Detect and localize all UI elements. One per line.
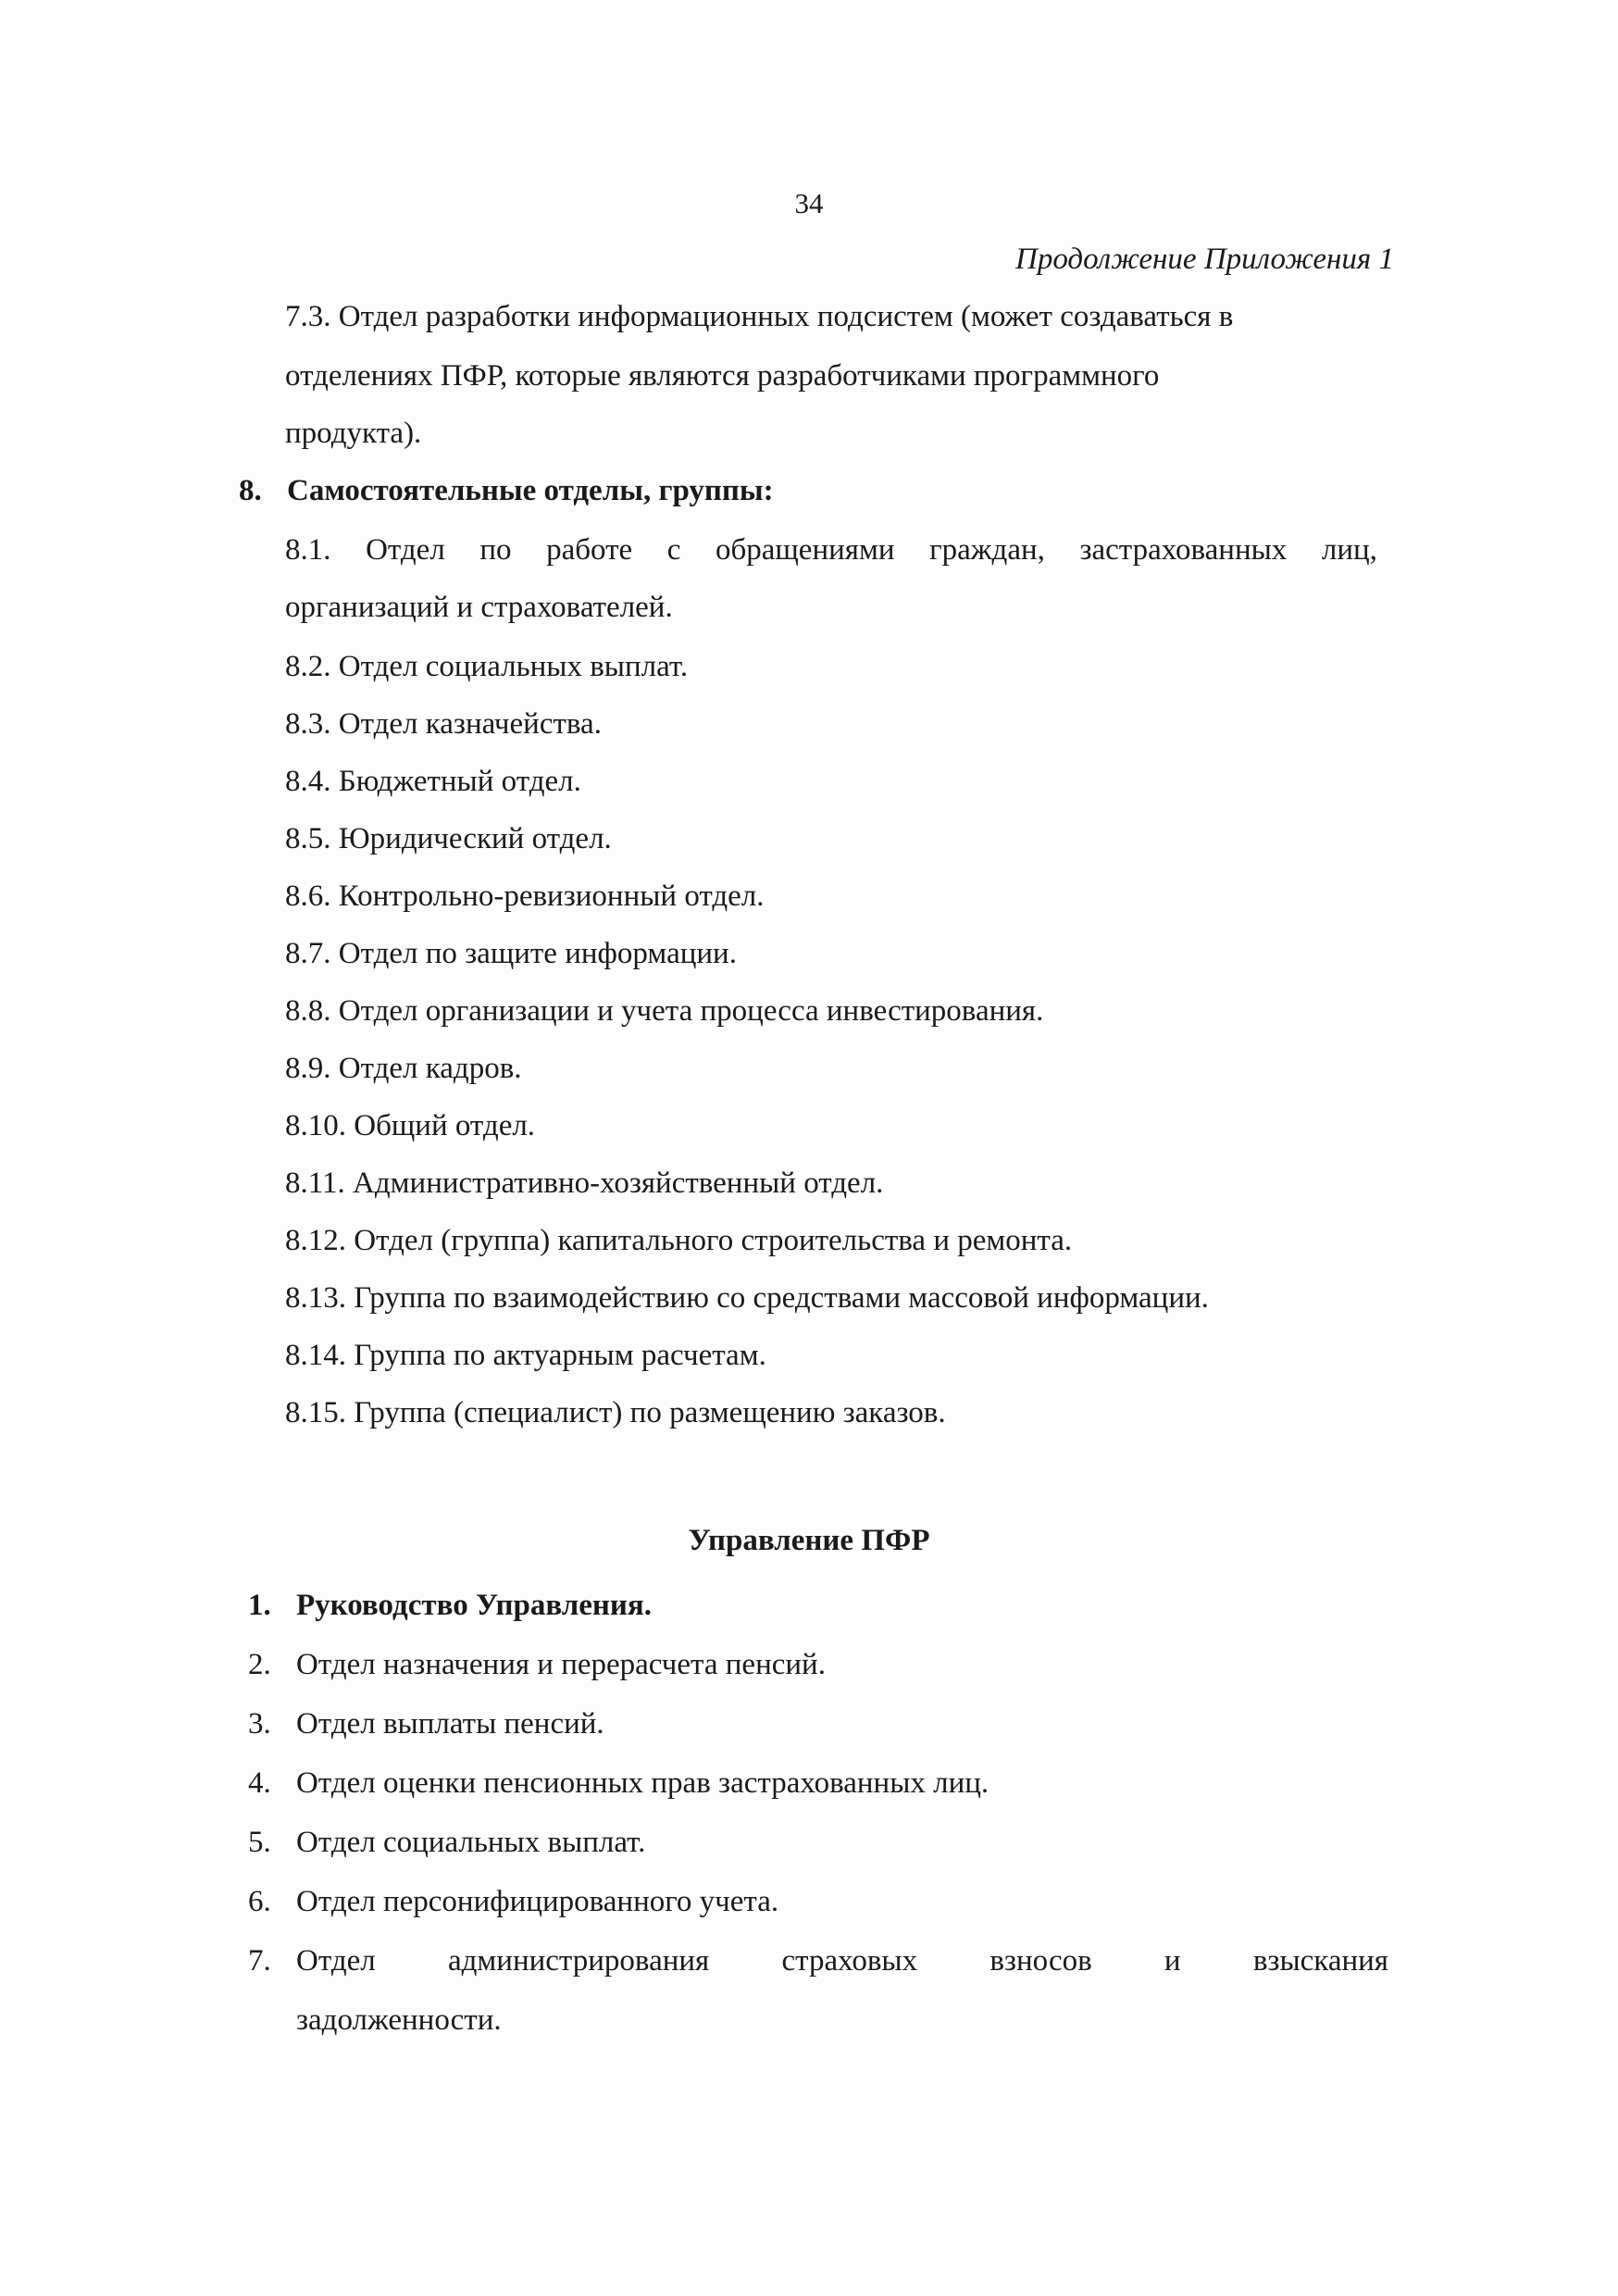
- item-7-3-line-3: продукта).: [285, 417, 422, 450]
- section-8-item: 8.11. Административно-хозяйственный отдел.: [285, 1167, 884, 1200]
- section-8-item: 8.8. Отдел организации и учета процесса инвестирования.: [285, 994, 1044, 1028]
- section-8-title: Самостоятельные отделы, группы:: [287, 474, 774, 507]
- upravlenie-item-text: Отдел социальных выплат.: [296, 1826, 646, 1859]
- item-8-1-word: 8.1.: [285, 533, 331, 567]
- upravlenie-item-7-word: страховых: [781, 1944, 918, 1978]
- item-8-1-word: граждан,: [929, 533, 1045, 567]
- upravlenie-item-number: 7.: [248, 1944, 271, 1978]
- item-8-1-word: с: [666, 533, 681, 567]
- section-8-item: 8.5. Юридический отдел.: [285, 822, 612, 855]
- upravlenie-item: [248, 1644, 826, 1685]
- upravlenie-item-number: 4.: [248, 1766, 271, 1800]
- upravlenie-item: [248, 1585, 652, 1626]
- upravlenie-item: [248, 1703, 604, 1744]
- upravlenie-item-number: 5.: [248, 1826, 271, 1859]
- upravlenie-item: [248, 1822, 645, 1863]
- upravlenie-item-7-words: [296, 1940, 1388, 1981]
- upravlenie-item-number: 1.: [248, 1589, 271, 1622]
- section-8-item: 8.9. Отдел кадров.: [285, 1052, 522, 1085]
- upravlenie-item-text: Отдел назначения и перерасчета пенсий.: [296, 1648, 826, 1681]
- item-7-3-line-1: 7.3. Отдел разработки информационных подсистем (может создаваться в: [285, 300, 1234, 333]
- upravlenie-item-7-line-1: [248, 1940, 1388, 1981]
- upravlenie-item-7-word: Отдел: [296, 1944, 376, 1978]
- upravlenie-item-number: 2.: [248, 1648, 271, 1681]
- item-8-1-word: обращениями: [715, 533, 895, 567]
- item-8-1-line-1: [285, 530, 1377, 570]
- item-8-1-word: работе: [546, 533, 633, 567]
- upravlenie-item-number: 3.: [248, 1707, 271, 1741]
- section-8-number: 8.: [239, 474, 262, 507]
- section-8-item: 8.4. Бюджетный отдел.: [285, 765, 581, 798]
- upravlenie-item-7-word: администрирования: [447, 1944, 710, 1978]
- upravlenie-item-text: Отдел оценки пенсионных прав застрахованных лиц.: [296, 1766, 989, 1800]
- upravlenie-item-text: Отдел персонифицированного учета.: [296, 1885, 779, 1918]
- continuation-heading: Продолжение Приложения 1: [1014, 243, 1394, 276]
- item-8-1-word: Отдел: [366, 533, 445, 567]
- upravlenie-item-text: Отдел выплаты пенсий.: [296, 1707, 604, 1741]
- upravlenie-item-7-line-2: задолженности.: [296, 2003, 502, 2037]
- section-8-item: 8.14. Группа по актуарным расчетам.: [285, 1339, 766, 1372]
- item-8-1-word: застрахованных: [1079, 533, 1288, 567]
- upravlenie-item-7-word: и: [1164, 1944, 1181, 1978]
- upravlenie-item-number: 6.: [248, 1885, 271, 1918]
- upravlenie-item: [248, 1763, 989, 1803]
- section-8-heading: [239, 470, 774, 511]
- upravlenie-item-7-word: взносов: [989, 1944, 1092, 1978]
- section-8-item: 8.15. Группа (специалист) по размещению заказов.: [285, 1396, 946, 1429]
- item-8-1-word: по: [479, 533, 512, 567]
- upravlenie-item: [248, 1881, 778, 1922]
- upravlenie-title: Управление ПФР: [688, 1524, 930, 1557]
- upravlenie-item-7-word: взыскания: [1252, 1944, 1388, 1978]
- section-8-item: 8.6. Контрольно-ревизионный отдел.: [285, 880, 765, 913]
- section-8-item: 8.3. Отдел казначейства.: [285, 707, 602, 741]
- section-8-item: 8.7. Отдел по защите информации.: [285, 937, 737, 970]
- section-8-item: 8.13. Группа по взаимодействию со средствами массовой информации.: [285, 1281, 1209, 1315]
- section-8-item: 8.12. Отдел (группа) капитального строительства и ремонта.: [285, 1224, 1073, 1257]
- item-8-1-word: лиц,: [1321, 533, 1377, 567]
- page-number: 34: [794, 187, 824, 219]
- section-8-item: 8.2. Отдел социальных выплат.: [285, 650, 689, 683]
- section-8-item: 8.10. Общий отдел.: [285, 1109, 536, 1142]
- item-8-1-line-2: организаций и страхователей.: [285, 591, 673, 624]
- upravlenie-item-text: Руководство Управления.: [296, 1589, 653, 1622]
- item-7-3-line-2: отделениях ПФР, которые являются разработчиками программного: [285, 359, 1160, 393]
